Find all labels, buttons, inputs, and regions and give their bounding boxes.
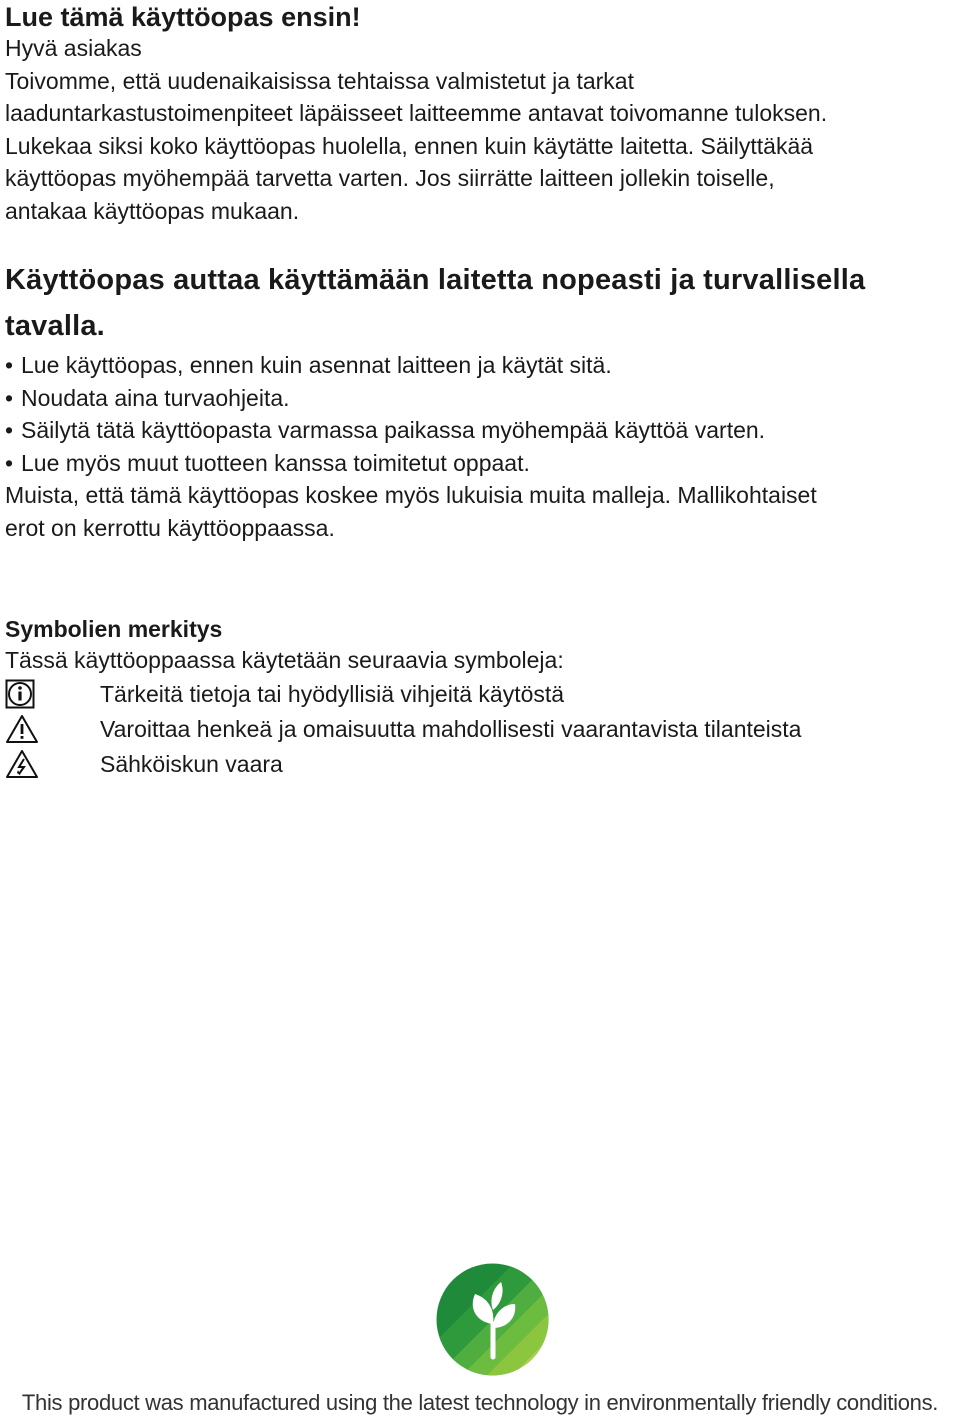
section-heading-line-1: Käyttöopas auttaa käyttämään laitetta nopeasti ja turvallisella [5,264,866,296]
list-item [5,447,955,480]
list-item [5,414,955,447]
bullet-icon: • [5,449,14,476]
intro-line-4: käyttöopas myöhempää tarvetta varten. Jos siirrätte laitteen jollekin toiselle, [5,165,775,191]
manual-page [5,0,955,782]
symbol-label: Varoittaa henkeä ja omaisuutta mahdollisesti vaarantavista tilanteista [100,715,802,742]
symbol-label: Sähköiskun vaara [100,750,283,777]
section-heading-line-2: tavalla. [5,310,105,342]
intro-line-5: antakaa käyttöopas mukaan. [5,197,300,224]
bullet-icon: • [5,384,14,411]
list-item [5,349,955,382]
list-item-text: Lue myös muut tuotteen kanssa toimitetut oppaat. [21,449,530,476]
list-item-text: Lue käyttöopas, ennen kuin asennat laitteen ja käytät sitä. [21,352,612,378]
list-item-text: Säilytä tätä käyttöopasta varmassa paikassa myöhempää käyttöä varten. [21,417,766,443]
eco-leaf-logo [435,1262,550,1377]
section-heading [5,257,955,349]
footer-statement: This product was manufactured using the latest technology in environmentally friendly conditions. [21,1390,939,1415]
symbols-title: Symbolien merkitys [5,616,223,642]
list-item [5,382,955,415]
intro-line-2: laaduntarkastustoimenpiteet läpäisseet laitteemme antavat toivomanne tuloksen. [5,100,828,126]
symbol-row-info [5,677,955,712]
intro-line-3: Lukekaa siksi koko käyttöopas huolella, ennen kuin käytätte laitetta. Säilyttäkää [5,132,814,159]
note-line-1: Muista, että tämä käyttöopas koskee myös lukuisia muita malleja. Mallikohtaiset [5,482,817,508]
page-title: Lue tämä käyttöopas ensin! [5,2,361,32]
bullet-icon: • [5,417,14,443]
list-item-text: Noudata aina turvaohjeita. [21,384,290,411]
symbol-row-electric [5,747,955,782]
symbols-intro: Tässä käyttöoppaassa käytetään seuraavia symboleja: [5,647,564,673]
warning-triangle-icon [5,714,100,744]
symbol-row-warning [5,712,955,747]
info-icon [5,679,100,709]
note-line-2: erot on kerrottu käyttöoppaassa. [5,514,335,541]
symbol-label: Tärkeitä tietoja tai hyödyllisiä vihjeitä käytöstä [100,680,565,707]
intro-line-1: Toivomme, että uudenaikaisissa tehtaissa valmistetut ja tarkat [5,67,634,94]
greeting: Hyvä asiakas [5,35,142,61]
instruction-list [5,349,955,479]
electric-shock-icon [5,749,100,779]
bullet-icon: • [5,352,14,378]
